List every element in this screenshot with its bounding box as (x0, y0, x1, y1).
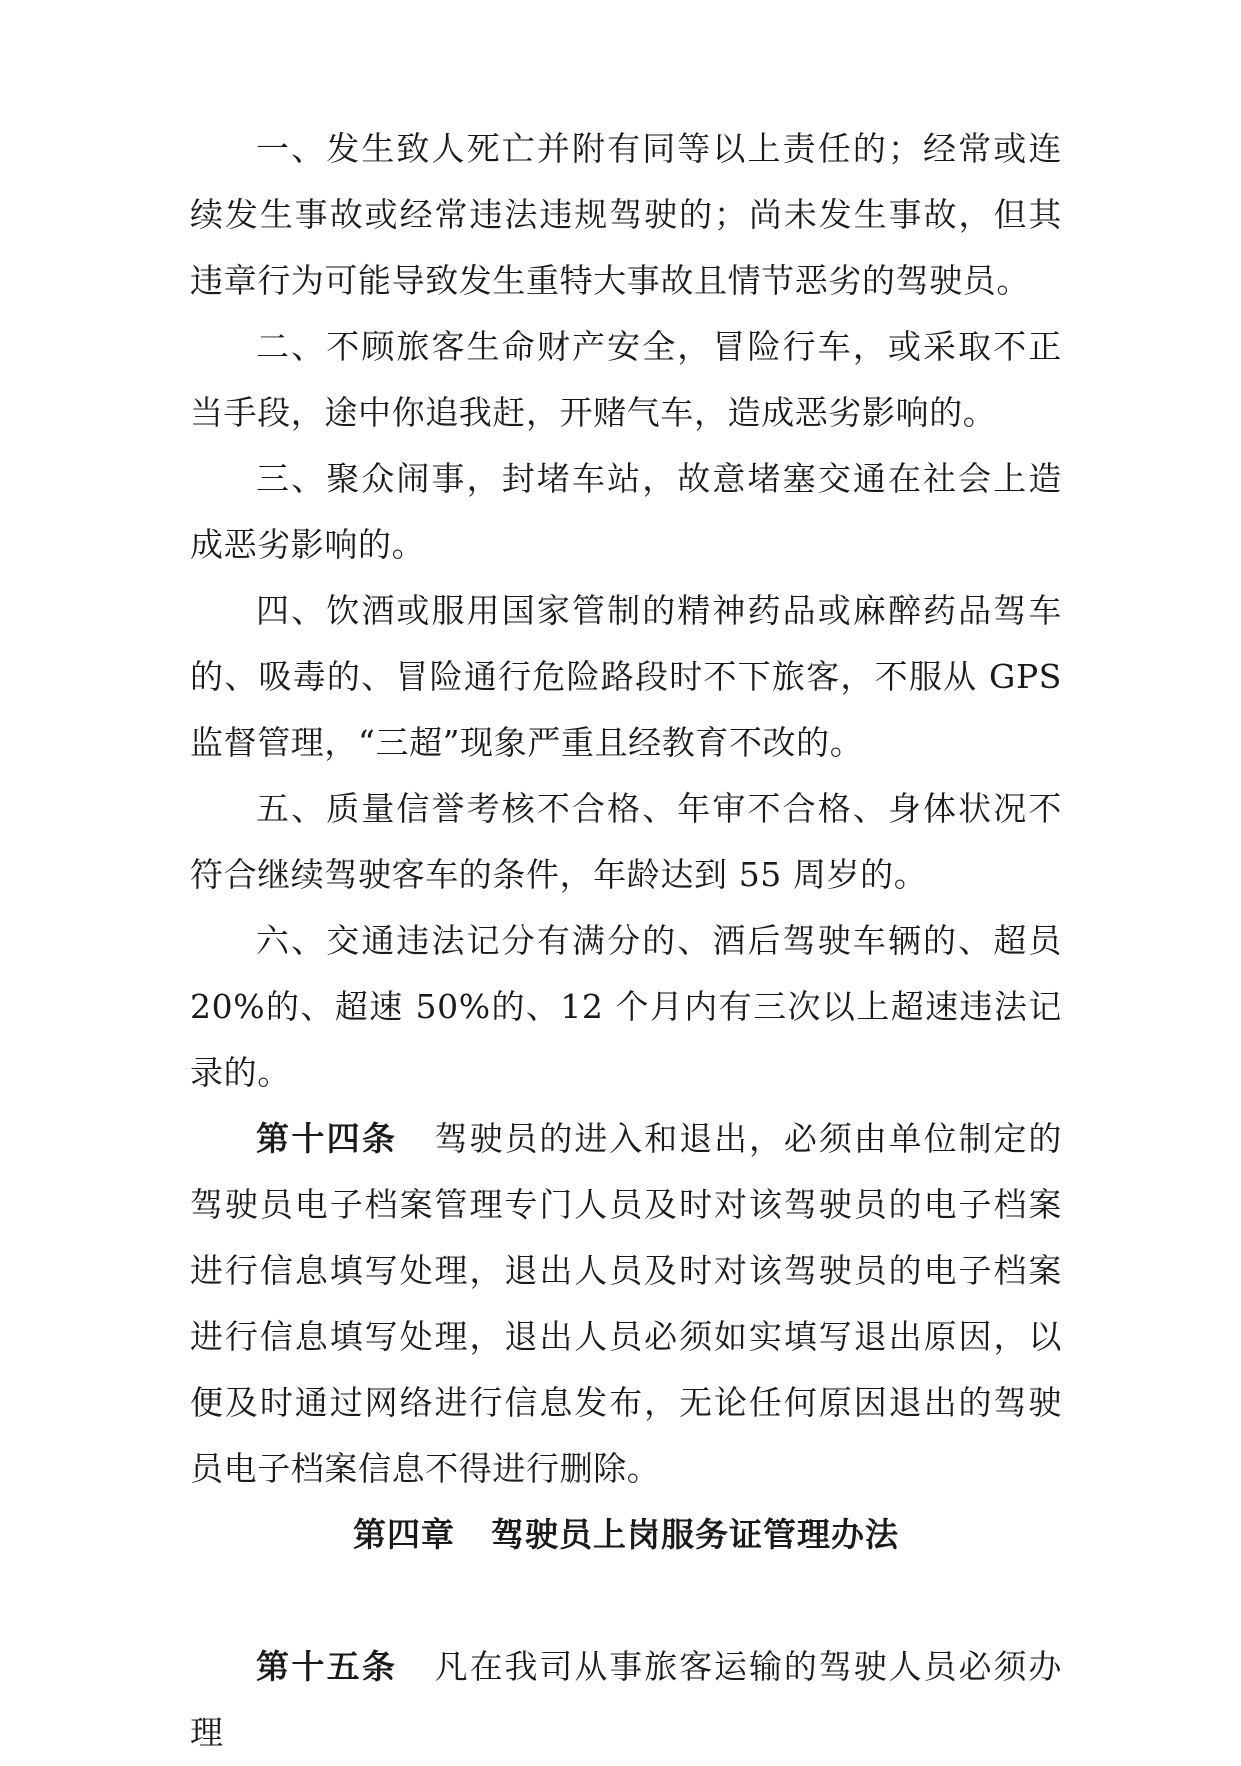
article-15-number: 第十五条 (256, 1647, 398, 1686)
article-14 (190, 1106, 1062, 1502)
article-14-number: 第十四条 (256, 1119, 398, 1158)
article-15-text: 凡在我司从事旅客运输的驾驶人员必须办理 (190, 1647, 1062, 1752)
article-14-text: 驾驶员的进入和退出，必须由单位制定的驾驶员电子档案管理专门人员及时对该驾驶员的电子档案进行信息填写处理，退出人员及时对该驾驶员的电子档案进行信息填写处理，退出人员必须如实填写退出原因，以便及时通过网络进行信息发布，无论任何原因退出的驾驶员电子档案信息不得进行删除。 (190, 1119, 1062, 1488)
document-page (190, 116, 1062, 1766)
list-item-5: 五、质量信誉考核不合格、年审不合格、身体状况不符合继续驾驶客车的条件，年龄达到 55 周岁的。 (190, 789, 1062, 894)
list-item-2: 二、不顾旅客生命财产安全，冒险行车，或采取不正当手段，途中你追我赶，开赌气车，造成恶劣影响的。 (190, 327, 1062, 432)
chapter-number: 第四章 (353, 1515, 455, 1554)
list-item-4: 四、饮酒或服用国家管制的精神药品或麻醉药品驾车的、吸毒的、冒险通行危险路段时不下旅客，不服从 GPS 监督管理，“三超”现象严重且经教育不改的。 (190, 591, 1062, 762)
article-15 (190, 1634, 1062, 1766)
chapter-title: 驾驶员上岗服务证管理办法 (491, 1515, 899, 1554)
list-item-3: 三、聚众闹事，封堵车站，故意堵塞交通在社会上造成恶劣影响的。 (190, 459, 1062, 564)
blank-line (190, 1568, 1062, 1634)
list-item-6: 六、交通违法记分有满分的、酒后驾驶车辆的、超员 20%的、超速 50%的、12 个月内有三次以上超速违法记录的。 (190, 921, 1062, 1092)
chapter-heading (190, 1502, 1062, 1568)
list-item-1: 一、发生致人死亡并附有同等以上责任的；经常或连续发生事故或经常违法违规驾驶的；尚未发生事故，但其违章行为可能导致发生重特大事故且情节恶劣的驾驶员。 (190, 129, 1062, 300)
